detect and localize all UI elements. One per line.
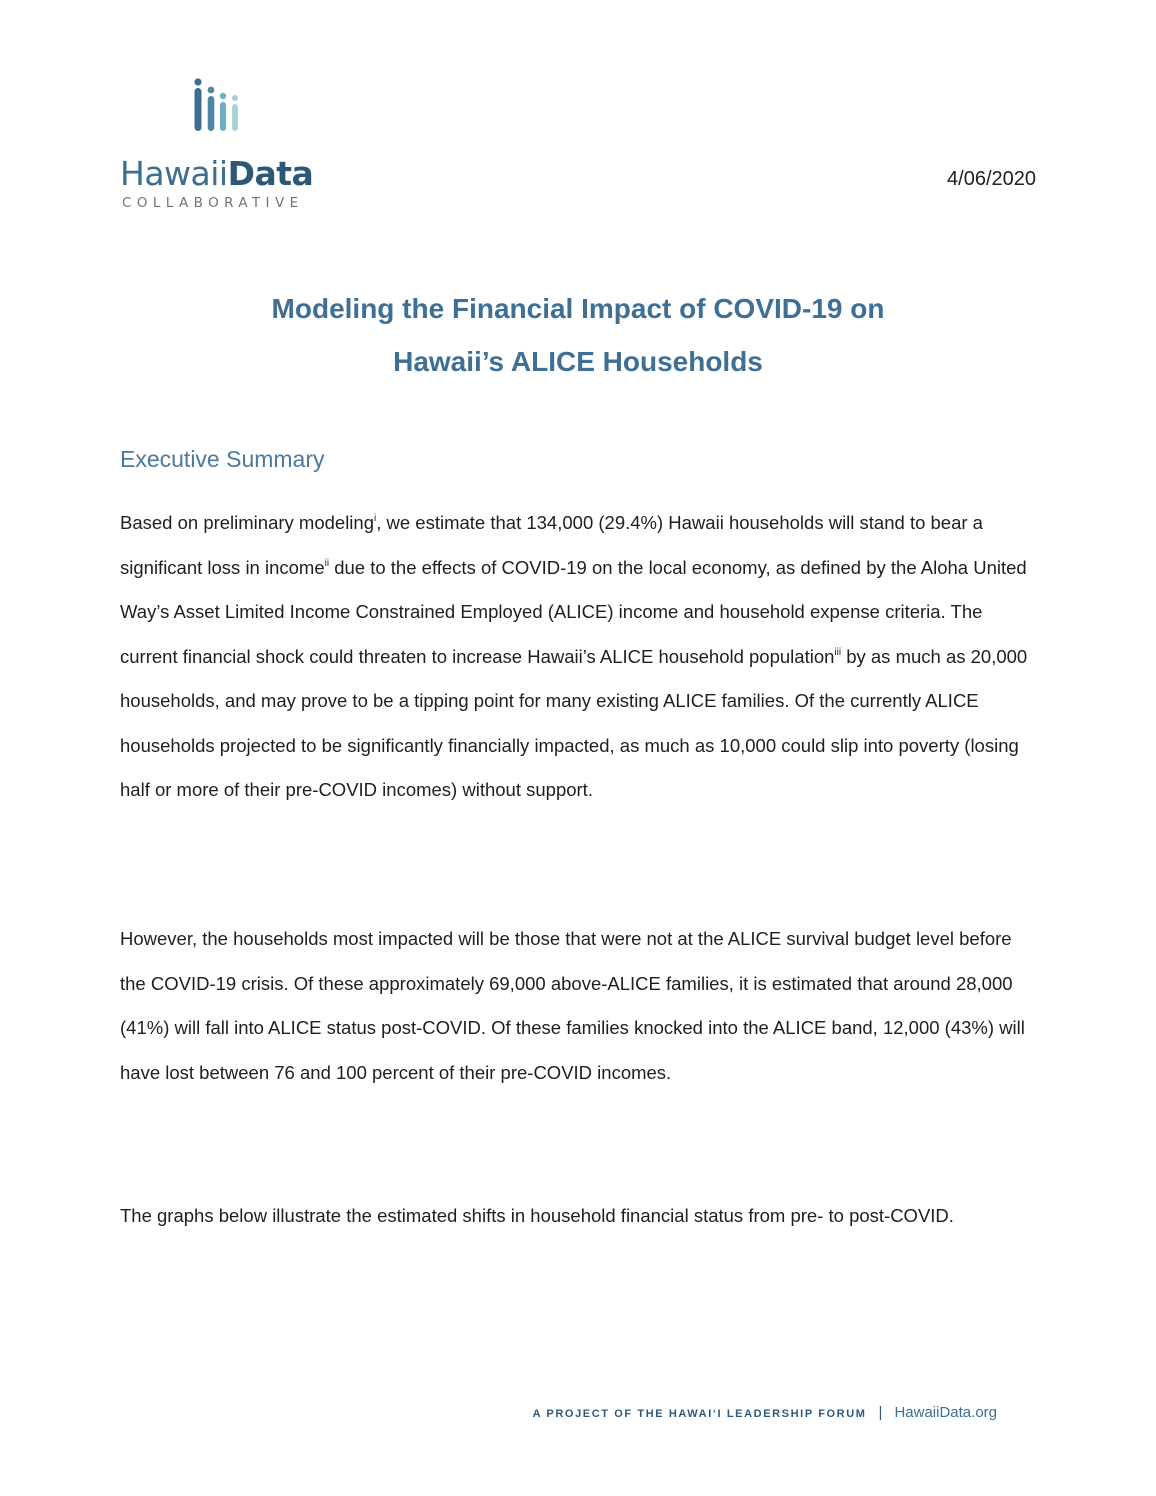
hawaiidata-logo [120,76,350,216]
title-line-1: Modeling the Financial Impact of COVID-19 on [271,293,885,324]
paragraph-text: Based on preliminary modeling [120,512,374,533]
paragraph-text: due to the effects of COVID-19 on the local economy, as defined by the Aloha United Way’s Asset Limited Income Constrained Employed (ALICE) income and household expense criteria. The current financial shock could threaten to increase Hawaii’s ALICE household population [120,556,1027,667]
paragraph-text: by as much as 20,000 households, and may prove to be a tipping point for many existing ALICE families. Of the currently ALICE households projected to be significantly financially impacted, as much as 10,000 could slip into poverty (losing half or more of their pre-COVID incomes) without support. [120,645,1028,800]
footnote-ref-ii[interactable]: ii [324,557,330,569]
footnote-ref-iii[interactable]: iii [834,646,842,658]
footnote-ref-i[interactable]: i [374,513,377,524]
footer-separator: | [878,1404,883,1421]
section-heading: Executive Summary [120,446,325,472]
logo-subtitle: COLLABORATIVE [122,195,304,211]
summary-paragraph-3: The graphs below illustrate the estimated shifts in household financial status from pre- to post-COVID. [120,1205,954,1226]
paragraph-text: , we estimate that 134,000 (29.4%) Hawaii households will stand to bear a significant loss in income [120,512,983,578]
footer-website-link[interactable]: HawaiiData.org [894,1404,997,1421]
title-line-2: Hawaii’s ALICE Households [393,346,763,377]
logo-wordmark [120,154,313,194]
logo-word-data: Data [227,154,314,193]
summary-paragraph-2: However, the households most impacted will be those that were not at the ALICE survival budget level before the COVID-19 crisis. Of these approximately 69,000 above-ALICE families, it is estimated that around 28,000 (41%) will fall into ALICE status post-COVID. Of these families knocked into the ALICE band, 12,000 (43%) will have lost between 76 and 100 percent of their pre-COVID incomes. [120,928,1025,1083]
people-bars-icon [192,76,252,136]
logo-word-hawaii: Hawaii [120,154,228,193]
summary-paragraph-1 [120,501,1040,813]
page-footer [533,1404,997,1421]
footer-project-label: A PROJECT OF THE HAWAI‘I LEADERSHIP FORUM [532,1408,867,1420]
document-date: 4/06/2020 [947,168,1036,190]
document-title [0,282,1156,388]
